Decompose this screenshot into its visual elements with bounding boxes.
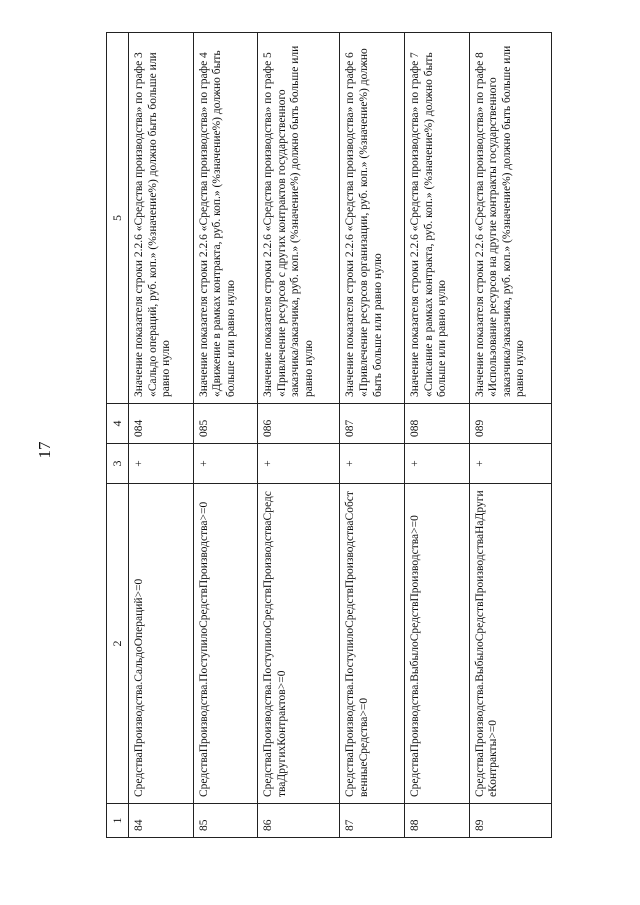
row-number: 89: [469, 804, 551, 838]
rule-description: Значение показателя строки 2.2.6 «Средства производства» по графе 4 «Движение в рамках контракта, руб. коп.» (%значение%) должно быть больше или равно нулю: [193, 33, 258, 404]
column-header: 4: [107, 404, 129, 444]
rule-code: 088: [405, 404, 470, 444]
row-number: 88: [405, 804, 470, 838]
rule-expression: СредстваПроизводства.ПоступилоСредствПроизводства>=0: [193, 484, 258, 804]
rule-mark: +: [129, 444, 194, 484]
rule-code: 085: [193, 404, 258, 444]
table-header-row: [107, 33, 129, 838]
rule-mark: +: [405, 444, 470, 484]
rule-description: Значение показателя строки 2.2.6 «Средства производства» по графе 8 «Использование ресурсов на другие контракты государственного заказчика/заказчика, руб. коп.» (%значение%) должно быть больше или равно нулю: [469, 33, 551, 404]
column-header: 5: [107, 33, 129, 404]
validation-rules-table: [106, 32, 552, 838]
column-header: 3: [107, 444, 129, 484]
row-number: 87: [340, 804, 405, 838]
row-number: 84: [129, 804, 194, 838]
table-row: [340, 33, 405, 838]
table-row: [405, 33, 470, 838]
rule-description: Значение показателя строки 2.2.6 «Средства производства» по графе 3 «Сальдо операций, руб. коп.» (%значение%) должно быть больше или равно нулю: [129, 33, 194, 404]
table-row: [258, 33, 340, 838]
table-row: [193, 33, 258, 838]
row-number: 86: [258, 804, 340, 838]
column-header: 1: [107, 804, 129, 838]
page-number: 17: [35, 441, 54, 459]
rule-mark: +: [193, 444, 258, 484]
rule-expression: СредстваПроизводства.ПоступилоСредствПроизводстваСобственныеСредства>=0: [340, 484, 405, 804]
rule-code: 089: [469, 404, 551, 444]
rule-expression: СредстваПроизводства.ВыбылоСредствПроизводства>=0: [405, 484, 470, 804]
rule-expression: СредстваПроизводства.ВыбылоСредствПроизводстваНаДругиеКонтракты>=0: [469, 484, 551, 804]
rule-code: 084: [129, 404, 194, 444]
table-row: [129, 33, 194, 838]
rule-mark: +: [340, 444, 405, 484]
row-number: 85: [193, 804, 258, 838]
rotated-table-container: [106, 32, 552, 838]
column-header: 2: [107, 484, 129, 804]
table-row: [469, 33, 551, 838]
rule-code: 087: [340, 404, 405, 444]
rule-mark: +: [469, 444, 551, 484]
rule-mark: +: [258, 444, 340, 484]
rule-description: Значение показателя строки 2.2.6 «Средства производства» по графе 7 «Списание в рамках контракта, руб. коп.» (%значение%) должно быть больше или равно нулю: [405, 33, 470, 404]
rule-expression: СредстваПроизводства.СальдоОпераций>=0: [129, 484, 194, 804]
rule-description: Значение показателя строки 2.2.6 «Средства производства» по графе 6 «Привлечение ресурсов организации, руб. коп.» (%значение%) должно быть больше или равно нулю: [340, 33, 405, 404]
rule-code: 086: [258, 404, 340, 444]
rule-expression: СредстваПроизводства.ПоступилоСредствПроизводстваСредстваДругихКонтрактов>=0: [258, 484, 340, 804]
rule-description: Значение показателя строки 2.2.6 «Средства производства» по графе 5 «Привлечение ресурсов с других контрактов государственного заказчика/заказчика, руб. коп.» (%значение%) должно быть больше или равно нулю: [258, 33, 340, 404]
